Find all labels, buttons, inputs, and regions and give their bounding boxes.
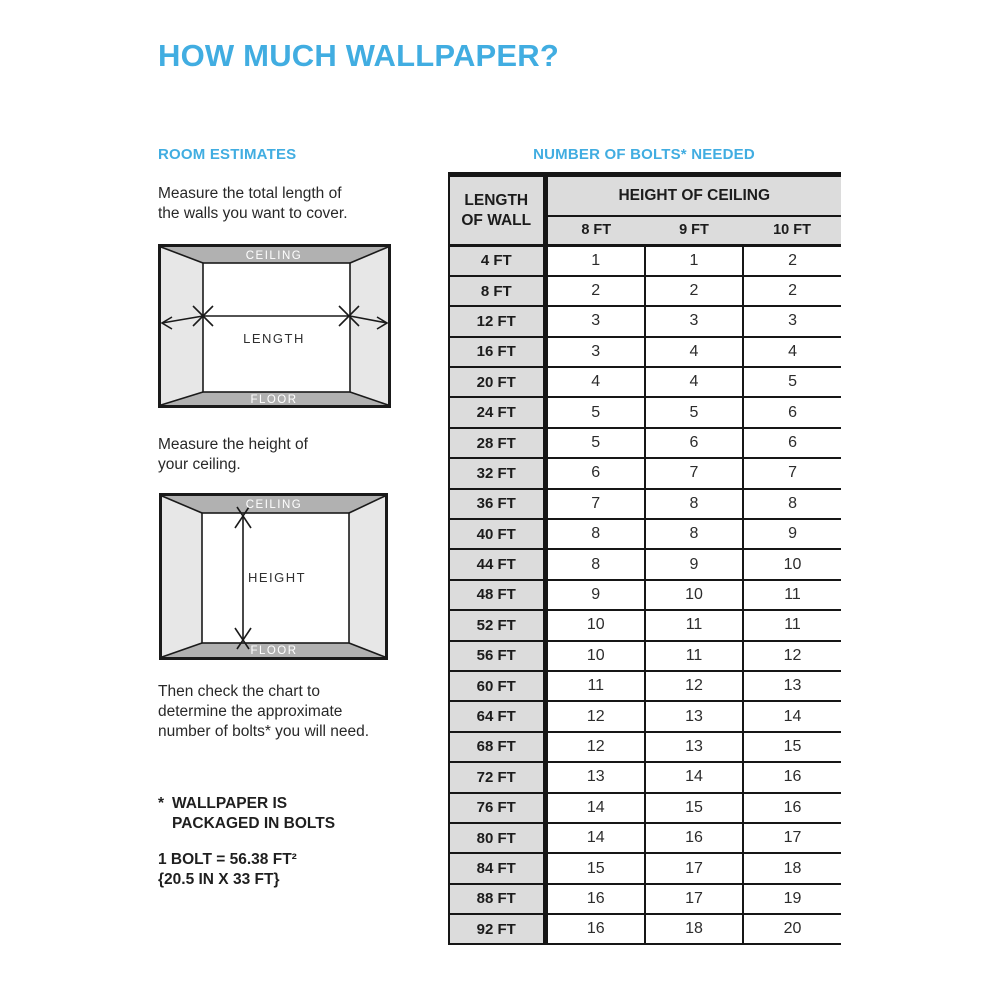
- bolt-count-cell: 15: [545, 853, 645, 883]
- table-row: [449, 762, 841, 792]
- bolt-count-cell: 7: [545, 489, 645, 519]
- wall-length-cell: 84 FT: [449, 853, 545, 883]
- wall-length-cell: 92 FT: [449, 914, 545, 944]
- wall-length-cell: 4 FT: [449, 246, 545, 276]
- bolt-count-cell: 1: [645, 246, 743, 276]
- bolt-count-cell: 13: [645, 701, 743, 731]
- bolt-count-cell: 15: [743, 732, 841, 762]
- bolt-count-cell: 6: [743, 397, 841, 427]
- bolt-count-cell: 11: [545, 671, 645, 701]
- table-row: [449, 276, 841, 306]
- bolt-count-cell: 2: [743, 246, 841, 276]
- bolt-count-cell: 16: [743, 762, 841, 792]
- wall-length-cell: 80 FT: [449, 823, 545, 853]
- bolt-count-cell: 20: [743, 914, 841, 944]
- length-label: LENGTH: [243, 331, 305, 346]
- bolt-count-cell: 14: [645, 762, 743, 792]
- bolt-count-cell: 17: [743, 823, 841, 853]
- bolt-count-cell: 6: [645, 428, 743, 458]
- bolt-count-cell: 6: [743, 428, 841, 458]
- bolt-count-cell: 12: [545, 732, 645, 762]
- wall-length-cell: 76 FT: [449, 793, 545, 823]
- bolt-count-cell: 12: [545, 701, 645, 731]
- length-of-wall-line2: OF WALL: [461, 211, 532, 229]
- bolt-count-cell: 2: [743, 276, 841, 306]
- bolt-count-cell: 12: [743, 641, 841, 671]
- bolt-count-cell: 14: [545, 793, 645, 823]
- bolt-count-cell: 18: [645, 914, 743, 944]
- table-row: [449, 732, 841, 762]
- bolt-count-cell: 19: [743, 884, 841, 914]
- wall-length-cell: 56 FT: [449, 641, 545, 671]
- wall-length-cell: 32 FT: [449, 458, 545, 488]
- bolts-table-body: [449, 246, 841, 945]
- floor-label: FLOOR: [250, 394, 298, 406]
- bolt-count-cell: 8: [645, 519, 743, 549]
- bolt-count-cell: 4: [743, 337, 841, 367]
- table-row: [449, 337, 841, 367]
- step1-instructions: [158, 184, 348, 223]
- wall-length-cell: 44 FT: [449, 549, 545, 579]
- bolt-count-cell: 3: [545, 306, 645, 336]
- bolt-count-cell: 2: [545, 276, 645, 306]
- height-label: HEIGHT: [247, 570, 307, 585]
- bolt-count-cell: 9: [743, 519, 841, 549]
- step1-line1: Measure the total length of: [158, 185, 342, 202]
- wall-length-cell: 52 FT: [449, 610, 545, 640]
- bolt-count-cell: 15: [645, 793, 743, 823]
- step3-line2: determine the approximate: [158, 703, 343, 720]
- bolt-count-cell: 13: [545, 762, 645, 792]
- wall-length-cell: 48 FT: [449, 580, 545, 610]
- step3-line1: Then check the chart to: [158, 683, 320, 700]
- bolt-count-cell: 16: [645, 823, 743, 853]
- bolt-count-cell: 9: [645, 549, 743, 579]
- table-row: [449, 489, 841, 519]
- table-row: [449, 884, 841, 914]
- wall-length-cell: 28 FT: [449, 428, 545, 458]
- table-row: [449, 428, 841, 458]
- bolt-count-cell: 8: [545, 519, 645, 549]
- wall-length-cell: 88 FT: [449, 884, 545, 914]
- bolt-count-cell: 9: [545, 580, 645, 610]
- bolt-count-cell: 11: [743, 580, 841, 610]
- bolt-count-cell: 16: [545, 884, 645, 914]
- step2-line2: your ceiling.: [158, 455, 241, 473]
- table-row: [449, 519, 841, 549]
- bolts-needed-heading: NUMBER OF BOLTS* NEEDED: [533, 146, 755, 163]
- table-row: [449, 853, 841, 883]
- bolt-count-cell: 6: [545, 458, 645, 488]
- bolt-count-cell: 5: [743, 367, 841, 397]
- bolt-equation: 1 BOLT = 56.38 FT²: [158, 851, 297, 868]
- step3-line3: number of bolts* you will need.: [158, 723, 370, 740]
- table-row: [449, 671, 841, 701]
- bolt-count-cell: 4: [545, 367, 645, 397]
- table-row: [449, 306, 841, 336]
- bolt-count-cell: 18: [743, 853, 841, 883]
- table-row: [449, 793, 841, 823]
- bolt-count-cell: 11: [645, 610, 743, 640]
- page-title: HOW MUCH WALLPAPER?: [158, 38, 560, 73]
- room-estimates-heading: ROOM ESTIMATES: [158, 146, 297, 163]
- bolt-count-cell: 3: [545, 337, 645, 367]
- ceiling-height-8ft-header: 8 FT: [545, 216, 645, 246]
- footnote-line2: PACKAGED IN BOLTS: [172, 814, 336, 832]
- bolts-table: [448, 172, 841, 945]
- wall-length-cell: 36 FT: [449, 489, 545, 519]
- bolt-count-cell: 5: [645, 397, 743, 427]
- ceiling-label: CEILING: [245, 250, 303, 262]
- bolt-count-cell: 3: [743, 306, 841, 336]
- room-height-diagram: [159, 493, 388, 660]
- bolt-count-cell: 11: [645, 641, 743, 671]
- wall-length-cell: 20 FT: [449, 367, 545, 397]
- table-row: [449, 701, 841, 731]
- wall-length-cell: 60 FT: [449, 671, 545, 701]
- bolt-count-cell: 11: [743, 610, 841, 640]
- bolt-count-cell: 14: [743, 701, 841, 731]
- floor-label: FLOOR: [250, 645, 298, 657]
- bolt-count-cell: 8: [743, 489, 841, 519]
- table-row: [449, 641, 841, 671]
- bolt-count-cell: 8: [645, 489, 743, 519]
- bolt-size-info: [158, 850, 297, 889]
- bolt-dimensions: {20.5 IN X 33 FT}: [158, 870, 280, 888]
- footnote-line1: WALLPAPER IS: [172, 795, 288, 812]
- height-of-ceiling-header: HEIGHT OF CEILING: [545, 175, 841, 216]
- bolt-count-cell: 10: [743, 549, 841, 579]
- wall-length-cell: 16 FT: [449, 337, 545, 367]
- asterisk-marker: *: [158, 795, 165, 812]
- step1-line2: the walls you want to cover.: [158, 204, 348, 222]
- table-row: [449, 246, 841, 276]
- bolt-count-cell: 4: [645, 367, 743, 397]
- wall-length-cell: 64 FT: [449, 701, 545, 731]
- wall-length-cell: 68 FT: [449, 732, 545, 762]
- wall-length-cell: 40 FT: [449, 519, 545, 549]
- bolt-count-cell: 13: [743, 671, 841, 701]
- wall-length-cell: 8 FT: [449, 276, 545, 306]
- table-row: [449, 914, 841, 944]
- ceiling-height-10ft-header: 10 FT: [743, 216, 841, 246]
- bolt-count-cell: 14: [545, 823, 645, 853]
- bolt-count-cell: 10: [545, 610, 645, 640]
- wall-length-cell: 12 FT: [449, 306, 545, 336]
- bolt-count-cell: 8: [545, 549, 645, 579]
- bolt-count-cell: 16: [743, 793, 841, 823]
- bolt-count-cell: 12: [645, 671, 743, 701]
- bolt-count-cell: 5: [545, 397, 645, 427]
- table-row: [449, 549, 841, 579]
- bolt-count-cell: 7: [645, 458, 743, 488]
- ceiling-label: CEILING: [245, 499, 303, 511]
- step2-instructions: [158, 435, 308, 474]
- bolts-footnote: [158, 794, 335, 833]
- bolt-count-cell: 2: [645, 276, 743, 306]
- table-row: [449, 397, 841, 427]
- bolt-count-cell: 7: [743, 458, 841, 488]
- length-of-wall-line1: LENGTH: [464, 191, 529, 209]
- bolt-count-cell: 10: [545, 641, 645, 671]
- room-length-diagram: [158, 244, 391, 408]
- bolt-count-cell: 17: [645, 884, 743, 914]
- ceiling-height-9ft-header: 9 FT: [645, 216, 743, 246]
- bolt-count-cell: 5: [545, 428, 645, 458]
- table-row: [449, 823, 841, 853]
- back-wall: [203, 263, 350, 392]
- table-row: [449, 610, 841, 640]
- table-row: [449, 367, 841, 397]
- bolt-count-cell: 13: [645, 732, 743, 762]
- length-of-wall-header: [449, 175, 545, 246]
- table-row: [449, 580, 841, 610]
- step3-instructions: [158, 682, 369, 742]
- bolt-count-cell: 3: [645, 306, 743, 336]
- table-row: [449, 458, 841, 488]
- wall-length-cell: 72 FT: [449, 762, 545, 792]
- bolt-count-cell: 10: [645, 580, 743, 610]
- step2-line1: Measure the height of: [158, 436, 308, 453]
- bolts-table-container: [448, 172, 840, 945]
- bolt-count-cell: 1: [545, 246, 645, 276]
- bolt-count-cell: 17: [645, 853, 743, 883]
- bolt-count-cell: 16: [545, 914, 645, 944]
- wall-length-cell: 24 FT: [449, 397, 545, 427]
- bolt-count-cell: 4: [645, 337, 743, 367]
